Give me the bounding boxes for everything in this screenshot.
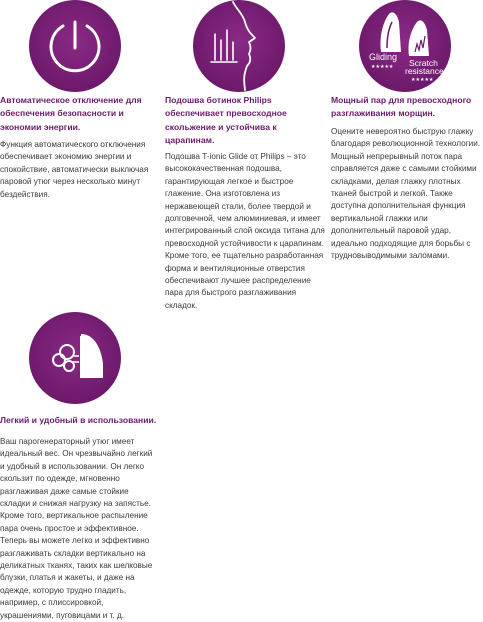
soleplate-rating-icon <box>359 0 451 92</box>
feature-description: Функция автоматического отключения обеспечивает экономию энергии и спокойствие, автоматически выключая паровой утюг через несколько минут бездействия. <box>0 140 149 199</box>
feature-description: Подошва T-ionic Glide от Philips – это высококачественная подошва, гарантирующая легкое и быстрое глажение. Она изготовлена из нержавеющей стали, более твердой и долговечной, чем алюминиевая, и имеет интегрированный слой оксида титана для превосходной устойчивости к царапинам. Кроме того, ее тщательно разработанная форма и вентиляционные отверстия обеспечивают лучшее распределение пара для быстрого разглаживания складок. <box>165 152 325 310</box>
face-glide-icon <box>193 0 285 92</box>
badge-gliding-stars: ★★★★★ <box>371 64 394 70</box>
feature-description: Оцените невероятно быструю глажку благодаря революционной технологии. Мощный непрерывный поток пара справляется даже с самыми стойкими складками, делая глажку плотных тканей быстрой и легкой. Также доступна дополнительная функция вертикальной глажки или дополнительный паровой удар, идеально подходящие для борьбы с трудновыводимыми заломами. <box>331 127 481 261</box>
feature-title: Подошва ботинок Philips обеспечивает превосходное скольжение и устойчива к царапинам. <box>165 95 287 146</box>
badge-resistance-label: resistance <box>405 66 444 76</box>
feature-title: Мощный пар для превосходного разглаживания морщин. <box>331 95 472 119</box>
badge-scratch-label: Scratch <box>409 58 438 68</box>
feature-title: Автоматическое отключение для обеспечения безопасности и экономии энергии. <box>0 95 142 132</box>
feature-description: Ваш парогенераторный утюг имеет идеальный вес. Он чрезвычайно легкий и удобный в использовании. Он легко скользит по одежде, мгновенно разглаживая даже самые стойкие складки и снижая нагрузку на запястье. Кроме того, вертикальное распыление пара очень простое и эффективное. Теперь вы можете легко и эффективно разглаживать складки вертикально на деликатных тканях, таких как шелковые блузки, платья и жакеты, и даже на одежде, которую трудно гладить, например, с плиссировкой, украшениями, пуговицами и т. д. <box>0 437 153 620</box>
power-timer-icon <box>29 0 121 92</box>
feature-title: Легкий и удобный в использовании. <box>0 415 157 425</box>
steam-iron-icon <box>29 312 121 404</box>
badge-scratch-stars: ★★★★★ <box>411 77 434 83</box>
badge-gliding-label: Gliding <box>369 52 398 62</box>
